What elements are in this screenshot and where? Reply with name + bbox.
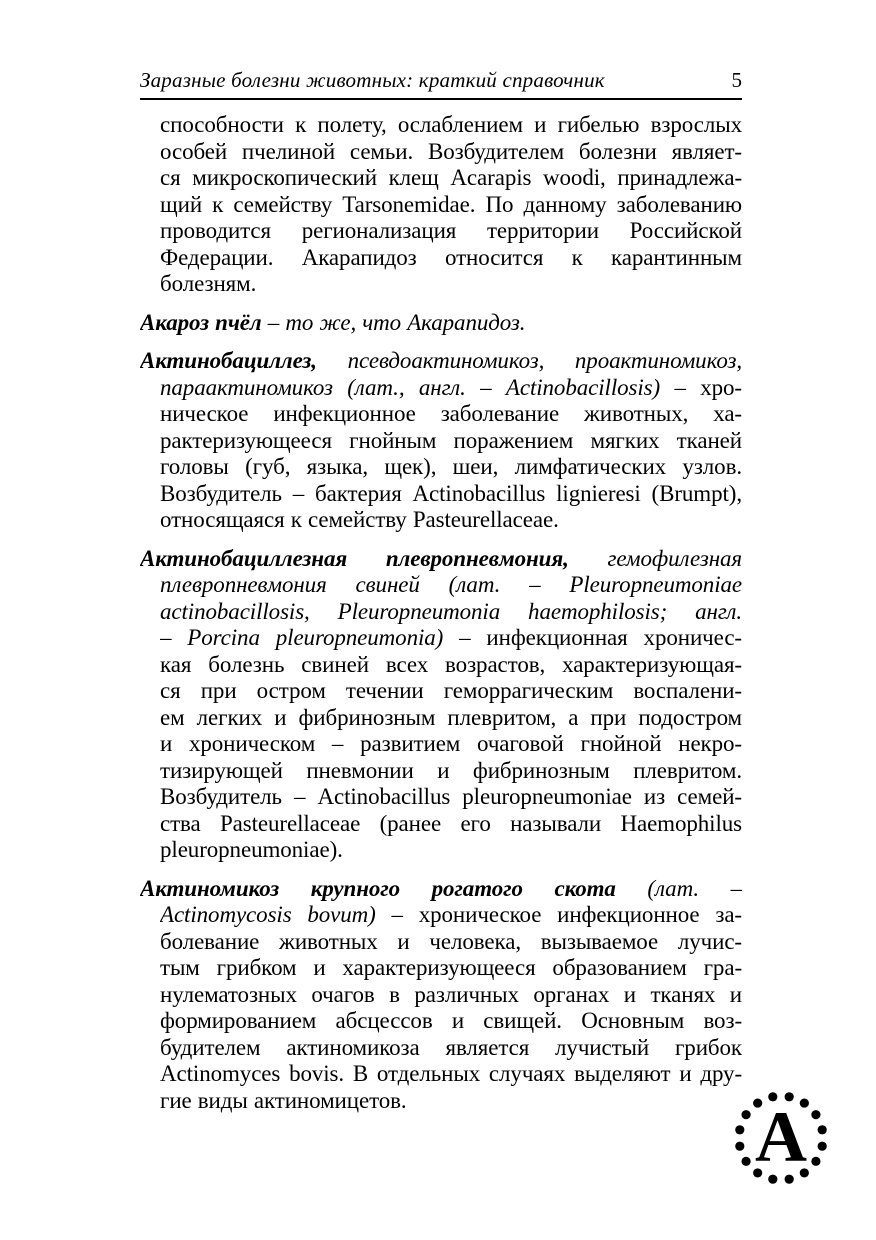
text-run: болевание животных и человека, вызываемое лучис- [160,928,742,954]
text-line [160,652,742,679]
text-line [160,705,742,732]
text-run: ся при остром течении геморрагическим воспалени- [160,678,742,703]
text-run: ся микроскопический клещ Acarapis woodi, принадлежа- [160,165,742,190]
text-run: параактиномикоз (лат., англ. – Actinobacillosis) [160,374,661,400]
text-run: головы (губ, языка, щек), шеи, лимфатических узлов. [160,454,742,479]
text-run: кая болезнь свиней всех возрастов, характеризующая- [160,651,742,677]
text-line [160,192,742,219]
text-run: – хроническое инфекционное за- [375,902,742,927]
text-line [160,1088,742,1115]
section-letter-ornament [734,1091,828,1185]
text-line [160,572,742,599]
text-run: actinobacillosis, Pleuropneumonia haemophilosis; англ. [160,598,742,624]
text-line [160,902,742,929]
text-run: особей пчелиной семьи. Возбудителем болезни являет- [160,138,742,164]
text-line [160,454,742,481]
text-line [140,310,742,337]
text-line [160,625,742,652]
text-run: – инфекционная хроничес- [443,625,742,650]
dictionary-entry [140,310,742,337]
text-line [160,1008,742,1035]
text-line [160,481,742,508]
text-run: болезням. [160,271,257,296]
text-line [160,271,742,298]
text-line [160,731,742,758]
text-run: нулематозных очагов в различных органах и тканях и [160,981,742,1007]
dotted-circle-letter-icon [734,1091,828,1185]
text-line [160,784,742,811]
text-run: (лат. – [615,875,742,901]
text-run: – то же, что Акарапидоз. [261,309,526,335]
text-run: Возбудитель – Actinobacillus pleuropneumoniae из семей- [160,784,742,809]
entry-headword: Актиномикоз крупного рогатого скота [140,875,616,901]
text-run: Actinomyces bovis. В отдельных случаях выделяют и дру- [160,1061,742,1086]
text-line [160,955,742,982]
text-run: – хро- [660,374,742,400]
entry-headword: Акароз пчёл [140,309,262,335]
text-run: ническое инфекционное заболевание животных, ха- [160,401,742,426]
entry-headword: Актинобациллезная плевропневмония, [140,545,569,571]
text-run: Возбудитель – бактерия Actinobacillus lignieresi (Brumpt), [160,480,742,506]
text-run: тым грибком и характеризующееся образованием гра- [160,955,742,980]
text-run: проводится регионализация территории Российской [160,218,742,243]
text-run: и хроническом – развитием очаговой гнойной некро- [160,731,742,756]
dictionary-entry [140,546,742,864]
text-line [140,348,742,375]
text-run: тизирующей пневмонии и фибринозным плевритом. [160,757,742,783]
text-line [160,758,742,785]
text-run: ства Pasteurellaceae (ранее его называли Haemophilus [160,810,742,836]
text-line [140,546,742,573]
text-line [160,678,742,705]
text-run: Actinomycosis bovum) [160,902,376,927]
page-number: 5 [731,68,742,92]
dictionary-entry [140,876,742,1115]
text-line [160,507,742,534]
running-title: Заразные болезни животных: краткий справочник [140,68,605,92]
svg-text:А: А [755,1097,807,1177]
text-run: Федерации. Акарапидоз относится к карантинным [160,244,742,270]
text-run: щий к семейству Tarsonemidae. По данному заболеванию [160,191,742,217]
text-line [160,1035,742,1062]
text-line [160,837,742,864]
text-line [160,218,742,245]
text-line [160,982,742,1009]
text-line [160,428,742,455]
text-run: относящаяся к семейству Pasteurellaceae. [160,507,559,532]
text-line [140,876,742,903]
text-run: – Porcina pleuropneumonia) [160,625,444,650]
text-run: рактеризующееся гнойным поражением мягких тканей [160,427,742,453]
text-run: формированием абсцессов и свищей. Основным воз- [160,1008,742,1033]
text-line [160,929,742,956]
text-line [160,112,742,139]
text-run: гие виды актиномицетов. [160,1087,407,1113]
running-header [140,68,742,100]
text-run: pleuropneumoniae). [160,837,343,862]
dictionary-entry [140,348,742,534]
text-run: плевропневмония свиней (лат. – Pleuropneumoniae [160,572,742,597]
text-run: псевдоактиномикоз, проактиномикоз, [316,348,742,373]
text-run: ем легких и фибринозным плевритом, а при подостром [160,704,742,730]
entry-headword: Актинобациллез, [140,348,317,373]
dictionary-content [140,112,742,1114]
text-run: будителем актиномикоза является лучистый грибок [160,1034,742,1060]
text-line [160,811,742,838]
text-line [160,245,742,272]
text-line [160,401,742,428]
text-line [160,599,742,626]
continuation-paragraph [140,112,742,298]
text-line [160,165,742,192]
text-line [160,139,742,166]
text-run: способности к полету, ослаблением и гибелью взрослых [160,112,742,137]
text-run: гемофилезная [568,545,742,571]
text-line [160,375,742,402]
text-line [160,1061,742,1088]
